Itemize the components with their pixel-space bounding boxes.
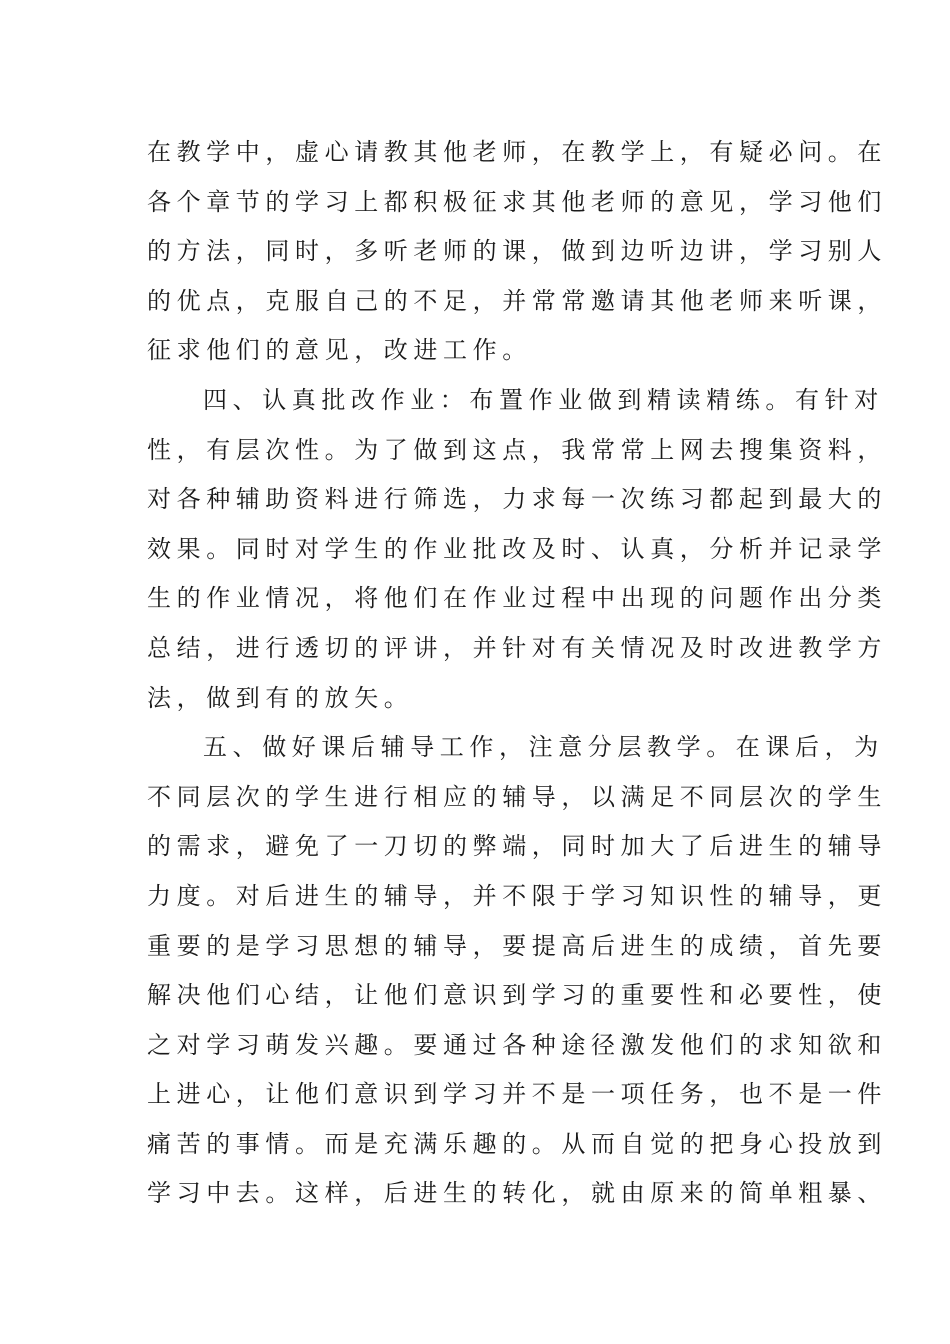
paragraph-heading-line: 五、做好课后辅导工作，注意分层教学。在课后，为 (203, 733, 884, 762)
text-line: 力度。对后进生的辅导，并不限于学习知识性的辅导，更 (147, 881, 887, 910)
text-line: 上进心，让他们意识到学习并不是一项任务，也不是一件 (147, 1080, 887, 1109)
text-line: 之对学习萌发兴趣。要通过各种途径激发他们的求知欲和 (147, 1030, 887, 1059)
text-line: 性，有层次性。为了做到这点，我常常上网去搜集资料， (147, 435, 887, 464)
text-line: 的方法，同时，多听老师的课，做到边听边讲，学习别人 (147, 237, 887, 266)
text-line: 征求他们的意见，改进工作。 (147, 336, 532, 365)
document-body (147, 128, 887, 1219)
text-line: 重要的是学习思想的辅导，要提高后进生的成绩，首先要 (147, 931, 887, 960)
text-line: 法，做到有的放矢。 (147, 683, 414, 712)
text-line: 生的作业情况，将他们在作业过程中出现的问题作出分类 (147, 584, 887, 613)
text-line: 效果。同时对学生的作业批改及时、认真，分析并记录学 (147, 534, 887, 563)
text-line: 在教学中，虚心请教其他老师，在教学上，有疑必问。在 (147, 138, 887, 166)
text-line: 解决他们心结，让他们意识到学习的重要性和必要性，使 (147, 981, 887, 1010)
paragraph-heading-line: 四、认真批改作业：布置作业做到精读精练。有针对 (203, 385, 884, 414)
text-line: 不同层次的学生进行相应的辅导，以满足不同层次的学生 (147, 782, 887, 811)
text-line: 对各种辅助资料进行筛选，力求每一次练习都起到最大的 (147, 485, 887, 514)
text-line: 的优点，克服自己的不足，并常常邀请其他老师来听课， (147, 286, 887, 315)
text-line: 总结，进行透切的评讲，并针对有关情况及时改进教学方 (147, 633, 887, 662)
text-line: 学习中去。这样，后进生的转化，就由原来的简单粗暴、 (147, 1179, 887, 1208)
text-line: 痛苦的事情。而是充满乐趣的。从而自觉的把身心投放到 (147, 1129, 887, 1158)
text-line: 的需求，避免了一刀切的弊端，同时加大了后进生的辅导 (147, 832, 887, 861)
text-line: 各个章节的学习上都积极征求其他老师的意见，学习他们 (147, 187, 887, 216)
